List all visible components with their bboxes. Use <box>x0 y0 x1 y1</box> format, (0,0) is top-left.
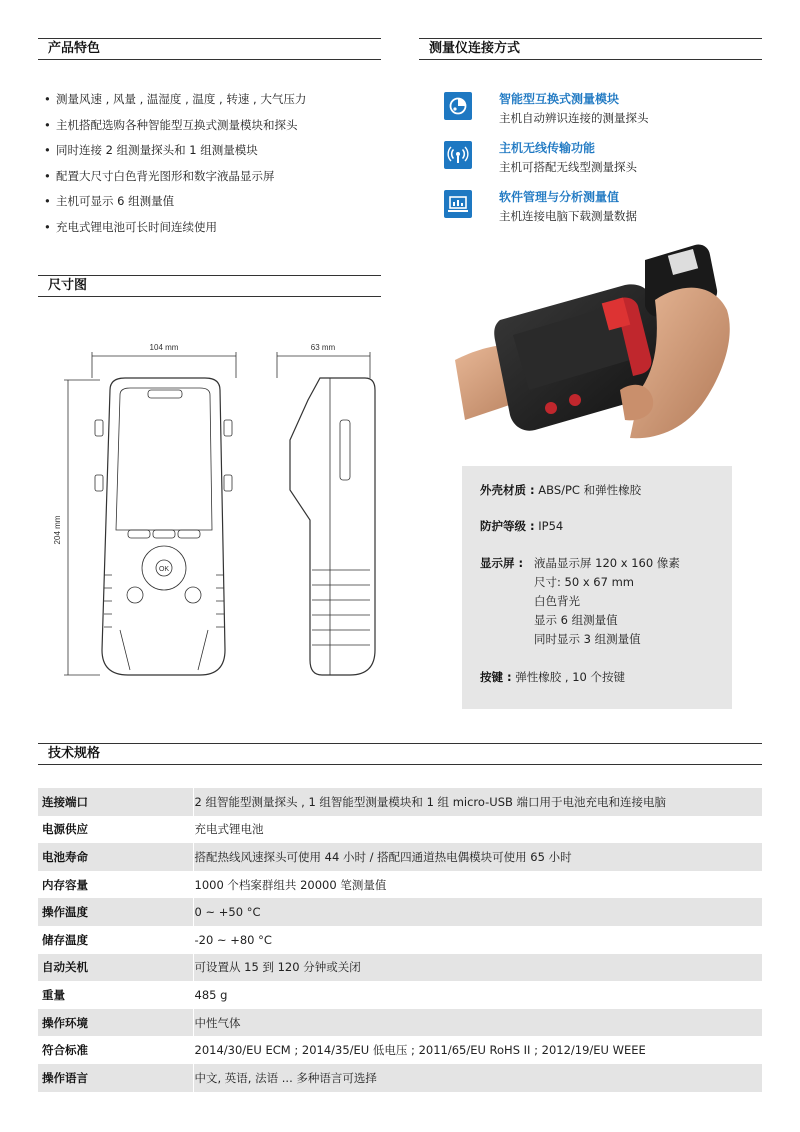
connection-desc: 主机自动辨识连接的测量探头 <box>499 111 649 125</box>
ok-key-label: OK <box>158 566 170 573</box>
section-header-features: 产品特色 <box>38 38 381 60</box>
spec-value: -20 ~ +80 °C <box>193 926 762 954</box>
feature-item: • 主机搭配选购各种智能型互换式测量模块和探头 <box>44 118 374 144</box>
spec-key: 操作语言 <box>42 1070 88 1085</box>
keys-row <box>480 669 625 685</box>
dimension-drawing <box>40 330 385 700</box>
spec-key: 操作环境 <box>42 1015 88 1030</box>
feature-item: • 同时连接 2 组测量探头和 1 组测量模块 <box>44 143 374 169</box>
product-photo <box>455 240 735 445</box>
shell-material-value: ABS/PC 和弹性橡胶 <box>538 483 642 497</box>
height-dimension-label: 204 mm <box>53 515 62 545</box>
display-line: 尺寸: 50 x 67 mm <box>534 575 634 589</box>
display-label: 显示屏 : <box>480 556 524 570</box>
smart-module-icon <box>444 92 472 120</box>
protection-value: IP54 <box>538 519 564 533</box>
spec-value: 485 g <box>193 981 762 1009</box>
spec-value: 充电式锂电池 <box>193 816 762 844</box>
spec-value: 搭配热线风速探头可使用 44 小时 / 搭配四通道热电偶模块可使用 65 小时 <box>193 843 762 871</box>
table-row <box>38 1064 762 1092</box>
table-row <box>38 843 762 871</box>
feature-item: • 充电式锂电池可长时间连续使用 <box>44 220 374 246</box>
table-row <box>38 898 762 926</box>
feature-item: • 配置大尺寸白色背光图形和数字液晶显示屏 <box>44 169 374 195</box>
depth-dimension-label: 63 mm <box>310 343 336 352</box>
table-row <box>38 788 762 816</box>
spec-value: 中性气体 <box>193 1009 762 1037</box>
software-icon <box>444 190 472 218</box>
table-row <box>38 871 762 899</box>
spec-value: 2 组智能型测量探头 , 1 组智能型测量模块和 1 组 micro-USB 端口用于电池充电和连接电脑 <box>193 788 762 816</box>
shell-material-label: 外壳材质 : <box>480 483 535 497</box>
spec-key: 操作温度 <box>42 905 88 920</box>
table-row <box>38 954 762 982</box>
shell-material-row <box>480 482 641 498</box>
wireless-icon <box>444 141 472 169</box>
connection-title: 软件管理与分析测量值 <box>499 190 620 204</box>
material-spec-box <box>462 466 732 709</box>
keys-value: 弹性橡胶 , 10 个按键 <box>515 670 626 684</box>
connection-item-software <box>444 188 764 228</box>
spec-key: 内存容量 <box>42 877 88 892</box>
spec-key: 重量 <box>42 987 65 1002</box>
spec-value: 中文, 英语, 法语 ... 多种语言可选择 <box>193 1064 762 1092</box>
connection-desc: 主机连接电脑下载测量数据 <box>499 209 637 223</box>
section-header-connection: 测量仪连接方式 <box>419 38 762 60</box>
spec-value: 1000 个档案群组共 20000 笔测量值 <box>193 871 762 899</box>
display-line: 白色背光 <box>534 594 580 608</box>
protection-row <box>480 518 563 534</box>
spec-key: 连接端口 <box>42 794 88 809</box>
section-header-specs: 技术规格 <box>38 743 762 765</box>
connection-item-wireless <box>444 139 764 179</box>
keys-label: 按键 : <box>480 670 512 684</box>
spec-value: 2014/30/EU ECM ; 2014/35/EU 低电压 ; 2011/65/EU RoHS II ; 2012/19/EU WEEE <box>193 1036 762 1064</box>
display-line: 同时显示 3 组测量值 <box>534 632 641 646</box>
table-row <box>38 981 762 1009</box>
spec-key: 储存温度 <box>42 932 88 947</box>
protection-label: 防护等级 : <box>480 519 535 533</box>
table-row <box>38 1009 762 1037</box>
spec-table <box>38 788 762 1092</box>
spec-key: 电池寿命 <box>42 849 88 864</box>
feature-item: • 主机可显示 6 组测量值 <box>44 194 374 220</box>
width-dimension-label: 104 mm <box>149 343 179 352</box>
spec-key: 自动关机 <box>42 960 88 975</box>
display-line: 液晶显示屏 120 x 160 像素 <box>534 556 680 570</box>
table-row <box>38 926 762 954</box>
display-line: 显示 6 组测量值 <box>534 613 618 627</box>
spec-value: 0 ~ +50 °C <box>193 898 762 926</box>
feature-list <box>44 92 374 245</box>
table-row <box>38 1036 762 1064</box>
table-row <box>38 816 762 844</box>
spec-key: 符合标准 <box>42 1043 88 1058</box>
connection-desc: 主机可搭配无线型测量探头 <box>499 160 637 174</box>
feature-item: • 测量风速 , 风量 , 温湿度 , 温度 , 转速 , 大气压力 <box>44 92 374 118</box>
section-header-dimensions: 尺寸图 <box>38 275 381 297</box>
connection-title: 主机无线传输功能 <box>499 141 596 155</box>
connection-title: 智能型互换式测量模块 <box>499 92 620 106</box>
spec-key: 电源供应 <box>42 822 88 837</box>
spec-value: 可设置从 15 到 120 分钟或关闭 <box>193 954 762 982</box>
connection-item-smart-module <box>444 90 764 130</box>
